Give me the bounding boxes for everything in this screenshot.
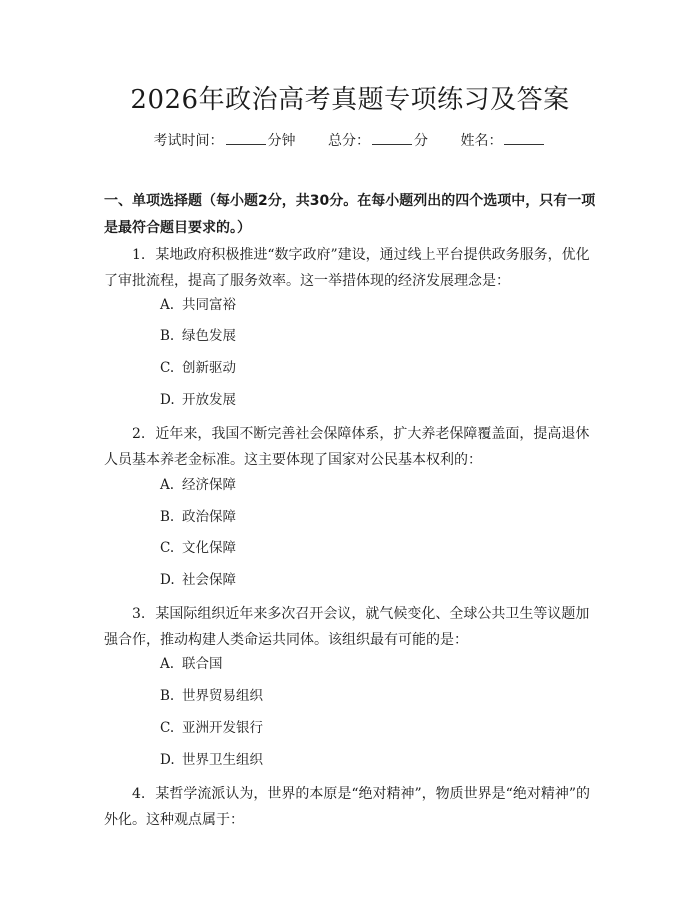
question-1-option-a xyxy=(160,294,560,316)
option-text: 文化保障 xyxy=(182,540,236,556)
option-letter: B. xyxy=(160,328,175,344)
question-4 xyxy=(104,781,600,833)
option-letter: C. xyxy=(160,360,175,376)
question-2-option-c xyxy=(160,537,560,559)
question-1-option-b xyxy=(160,325,560,347)
page-title: 2026年政治高考真题专项练习及答案 xyxy=(130,85,570,115)
option-letter: B. xyxy=(160,688,175,704)
question-2-option-b xyxy=(160,506,560,528)
option-letter: A. xyxy=(160,477,175,493)
option-letter: D. xyxy=(160,572,175,588)
option-letter: A. xyxy=(160,297,175,313)
exam-time-field xyxy=(154,130,296,152)
total-score-unit: 分 xyxy=(414,133,428,149)
question-number: 2. xyxy=(132,426,146,442)
question-number: 4. xyxy=(132,786,146,802)
option-letter: A. xyxy=(160,656,175,672)
option-text: 联合国 xyxy=(182,656,223,672)
option-letter: D. xyxy=(160,392,175,408)
total-score-label: 总分： xyxy=(328,133,370,149)
option-letter: C. xyxy=(160,720,175,736)
student-name-field xyxy=(460,130,546,152)
exam-time-label: 考试时间： xyxy=(153,133,224,149)
total-score-blank xyxy=(372,130,412,145)
question-text: 某哲学流派认为，世界的本原是“绝对精神”，物质世界是“绝对精神”的外化。这种观点属于： xyxy=(104,786,590,828)
total-score-field xyxy=(328,130,428,152)
section-heading: 一、单项选择题（每小题2分，共30分。在每小题列出的四个选项中，只有一项是最符合题目要求的。） xyxy=(104,193,596,236)
question-text: 近年来，我国不断完善社会保障体系，扩大养老保障覆盖面，提高退休人员基本养老金标准。这主要体现了国家对公民基本权利的： xyxy=(104,426,590,468)
option-text: 政治保障 xyxy=(182,509,236,525)
option-text: 经济保障 xyxy=(182,477,236,493)
question-3-option-c xyxy=(160,717,560,739)
question-text: 某地政府积极推进“数字政府”建设，通过线上平台提供政务服务，优化了审批流程，提高了服务效率。这一举措体现的经济发展理念是： xyxy=(104,247,590,289)
question-text: 某国际组织近年来多次召开会议，就气候变化、全球公共卫生等议题加强合作，推动构建人类命运共同体。该组织最有可能的是： xyxy=(104,606,590,648)
option-letter: D. xyxy=(160,752,175,768)
option-letter: B. xyxy=(160,509,175,525)
option-text: 世界卫生组织 xyxy=(182,752,263,768)
question-3-option-b xyxy=(160,685,560,707)
option-text: 社会保障 xyxy=(182,572,236,588)
student-name-label: 姓名： xyxy=(460,133,503,149)
question-2-option-a xyxy=(160,474,560,496)
option-letter: C. xyxy=(160,540,175,556)
option-text: 共同富裕 xyxy=(182,297,236,313)
question-2-option-d xyxy=(160,569,560,591)
question-3-option-a xyxy=(160,653,560,675)
question-3 xyxy=(104,601,600,653)
question-number: 3. xyxy=(132,606,146,622)
question-1 xyxy=(104,242,600,294)
student-name-blank xyxy=(504,130,544,145)
option-text: 开放发展 xyxy=(182,392,236,408)
option-text: 世界贸易组织 xyxy=(182,688,263,704)
question-1-option-d xyxy=(160,389,560,411)
option-text: 亚洲开发银行 xyxy=(182,720,263,736)
question-1-option-c xyxy=(160,357,560,379)
exam-info-line xyxy=(0,130,700,152)
exam-time-unit: 分钟 xyxy=(267,133,296,149)
question-number: 1. xyxy=(132,247,146,263)
question-3-option-d xyxy=(160,749,560,771)
question-2 xyxy=(104,421,600,473)
option-text: 创新驱动 xyxy=(182,360,236,376)
exam-time-blank xyxy=(226,130,266,145)
option-text: 绿色发展 xyxy=(182,328,236,344)
